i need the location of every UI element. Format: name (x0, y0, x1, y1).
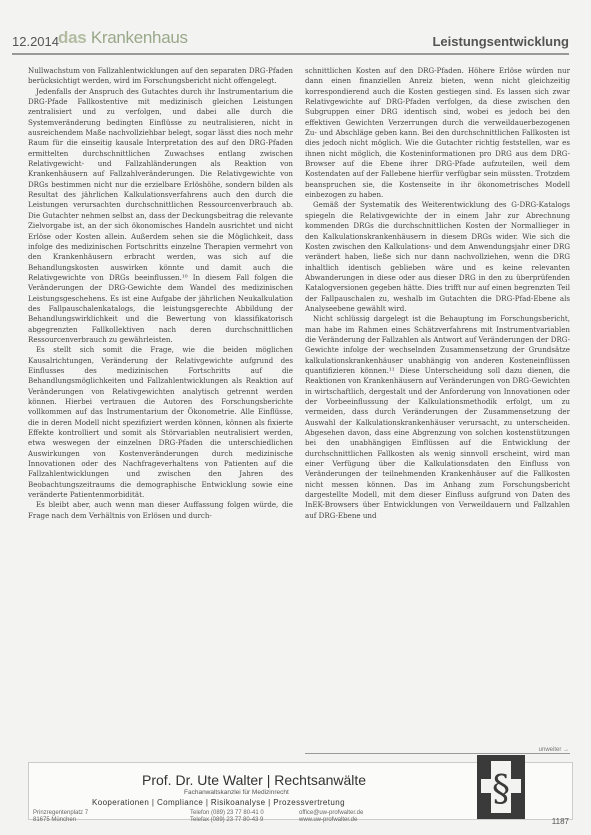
right-text-column (305, 66, 570, 751)
paragraph-sign-logo-icon (469, 755, 527, 819)
column-end-rule (305, 753, 570, 754)
header-rule (12, 53, 569, 55)
paragraph: Gemäß der Systematik des Weiterentwicklung des G-DRG-Katalogs spiegeln die Relativgewichte der in einem Jahr zur Abrechnung kommenden DRGs die durchschnittlichen Kosten der Normallieger in den Kalkulationskrankenhäusern in diesem DRGs wider. Wie sich die Kosten zwischen den Kalkulations- und dem Anwendungsjahr einer DRG verändert haben, ließe sich nur dann nachvollziehen, wenn die DRG inhaltlich identisch geblieben wäre und es keine relevanten Abwanderungen in diese oder aus dieser DRG in den zu überprüfenden Katalogversionen gegeben hätte. Dies trifft nur auf einen begrenzten Teil der Fallpauschalen zu, weshalb im Gutachten die DRG-Pfad-Ebene als Analyseebene gewählt wird. (305, 200, 570, 313)
paragraph: Es stellt sich somit die Frage, wie die beiden möglichen Kausalrichtungen, Veränderung der Relativgewichte aufgrund des Einflusses des medizinischen Fortschritts auf die Behandlungsmöglichkeiten und Fallzahlentwicklungen als Reaktion auf Veränderungen von Relativgewichten analytisch getrennt werden können. Hierbei vertrauen die Autoren des Forschungsberichte vollkommen auf das Instrumentarium der Ökonometrie. Alle Einflüsse, die in deren Modell nicht spezifiziert werden können, können als fixierte Effekte kontrolliert und somit als Störvariablen neutralisiert werden, etwa weswegen der einzelnen DRG-Pfaden die unterschiedlichen Auswirkungen von Kostenveränderungen durch medizinische Innovationen oder des Nachfrageverhaltens von Patienten auf die Fallzahlentwicklungen und zwischen den Jahren des Beobachtungszeitraums die demographische Entwicklung sowie eine veränderte Patientenmorbidität. (28, 345, 293, 500)
ad-firm-name: Prof. Dr. Ute Walter | Rechtsanwälte (142, 772, 367, 788)
ad-fax-number: Telefax (089) 23 77 80-43 9 (190, 817, 264, 823)
ad-address-city: 81675 München (33, 817, 77, 823)
ad-subtitle: Fachanwaltskanzlei für Medizinrecht (184, 789, 289, 796)
journal-logo (58, 28, 188, 48)
svg-text:§: § (492, 769, 510, 810)
ad-phone (190, 810, 264, 824)
paragraph: Es bleibt aber, auch wenn man dieser Auffassung folgen würde, die Frage nach dem Verhältnis von Erlösen und durch- (28, 500, 293, 520)
paragraph: Nicht schlüssig dargelegt ist die Behauptung im Forschungsbericht, man habe im Rahmen eines Schätzverfahrens mit Instrumentvariablen die Veränderung der Fallzahlen als Antwort auf Veränderungen der DRG-Gewichte infolge der wechselnden Zusammensetzung der Grundsätze kalkulationskrankenhäuser unabhängig von anderen Kosteneinflüssen quantifizieren können.¹¹ Diese Unterscheidung soll dazu dienen, die Reaktionen von Krankenhäusern auf Veränderungen von DRG-Gewichten in wirtschaftlich, dergestalt und der Anforderung von Innovationen oder der Vorbeeinflussung der Kalkulationsmethodik erfolgt, um zu vermeiden, dass durch Veränderungen der Zusammensetzung der Auswahl der Kalkulationskrankenhäuser verursacht, zu unterscheiden. Abgesehen davon, dass eine Abgrenzung von solchen kostenstützungen bei den unabhängigen Einflüssen auf die Entwicklung der durchschnittlichen Fallkosten als wenig sinnvoll erscheint, wird man einer Verfügung über die Kalkulationsdaten den Einfluss von Veränderungen der teilnehmenden Krankenhäuser auf die Fallkosten nicht messen können. Das im Anhang zum Forschungsbericht dargestellte Modell, mit dem dieser Einfluss aufgrund von Daten des InEK-Browsers über Entwicklungen von Verweildauern und Fallzahlen auf DRG-Ebene und (305, 314, 570, 520)
page-number: 1187 (551, 817, 569, 826)
continuation-label: unweiter → (536, 747, 569, 753)
paragraph: Jedenfalls der Anspruch des Gutachtes durch ihr Instrumentarium die DRG-Pfade Fallkostentive mit medizinisch gleichen Leistungen zentralisiert und zu verfolgen, und dabei alle durch die Systemveränderung bedingten Einflüsse zu neutralisieren, nicht in ausreichendem Maße nachvollziehbar belegt, sogar lässt dies noch mehr Raum für die einseitig kausale Interpretation des auf den DRG-Pfaden ermittelten durchschnittlichen Zuwachses entlang zwischen Relativgewicht- und Fallzahländerungen als Reaktion von Krankenhäusern auf Fallzahlveränderungen. Die Relativgewichte von DRGs bestimmen nicht nur die erzielbare Erlöshöhe, sondern bilden als Resultat des jährlichen Kalkulationsverfahrens auch den durch die Leistungen verursachten durchschnittlichen Ressourcenverbrauch ab. Die Gutachter nehmen selbst an, dass der Deckungsbeitrag die relevante Zielvorgabe ist, an der sich ökonomisches Handeln ausrichtet und nicht Erlöse oder Kosten allein. Außerdem sehen sie die Möglichkeit, dass infolge des medizinischen Fortschritts einzelne Therapien vermehrt von den Krankenhäusern erbracht werden, was sich auf die Behandlungskosten auswirken könnte und damit auch die Relativgewichte von DRGs beeinflussen.¹⁰ In diesem Fall folgen die Veränderungen der DRG-Gewichte dem Wandel des medizinischen Leistungsgeschehens. Es ist eine Aufgabe der jährlichen Neukalkulation des Fallpauschalenkatalogs, die leistungsgerechte Abbildung der Behandlungswirklichkeit und die Bewertung von klassifikatorisch abgegrenzten Fallkollektiven nach deren durchschnittlichen Ressourcenverbrauch zu gewährleisten. (28, 86, 293, 344)
ad-address-street: Prinzregentenplatz 7 (33, 810, 89, 816)
ad-email: office@uw-profwalter.de (299, 810, 364, 816)
ad-phone-number: Telefon (089) 23 77 80-41 0 (190, 810, 264, 816)
ad-services: Kooperationen | Compliance | Risikoanalyse | Prozessvertretung (92, 798, 345, 807)
issue-date: 12.2014 (12, 34, 59, 49)
ad-web (299, 810, 363, 824)
paragraph: schnittlichen Kosten auf den DRG-Pfaden. Höhere Erlöse würden nur dann einen finanziellen Anreiz bieten, wenn nicht gleichzeitig korrespondierend auch die Kosten gestiegen sind. Es lassen sich zwar Relativgewichte auf DRG-Pfaden verfolgen, da diese zwischen den Subgruppen einer DRG identisch sind, wobei es jedoch bei den effektiven Gewichten Verzerrungen durch die verweildauerbezogenen Zu- und Abschläge geben kann. Bei den durchschnittlichen Fallkosten ist dies jedoch nicht möglich. Wie die Gutachter richtig feststellen, war es ihnen nicht möglich, die Kosteninformationen pro DRG aus dem DRG-Browser auf die Ebene ihrer DRG-Pfade aufzuteilen, weil dem Kostendaten auf der Fallebene hierfür verfügbar sein müssten. Trotzdem beanspruchen sie, die Kostenseite in ihr ökonometrisches Modell einbezogen zu haben. (305, 66, 570, 200)
left-text-column (28, 66, 293, 751)
paragraph: Nullwachstum von Fallzahlentwicklungen auf den separaten DRG-Pfaden berücksichtigt werden, wird im Forschungsbericht nicht offengelegt. (28, 66, 293, 86)
ad-website: www.uw-profwalter.de (299, 817, 358, 823)
page-header (0, 0, 591, 62)
section-title: Leistungsentwicklung (432, 34, 569, 49)
logo-main: Krankenhaus (90, 28, 188, 47)
ad-address (33, 810, 88, 824)
logo-prefix: das (58, 28, 87, 47)
